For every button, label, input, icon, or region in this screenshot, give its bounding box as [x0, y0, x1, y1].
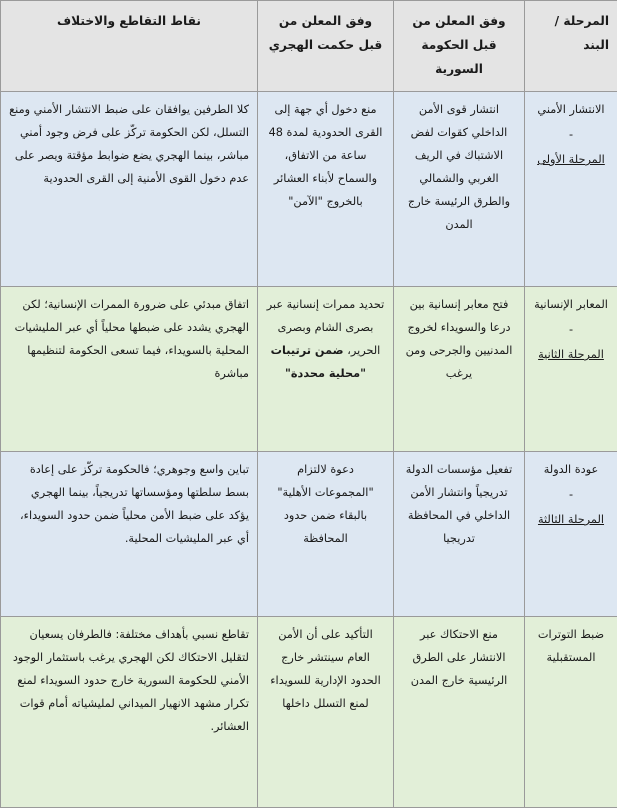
stage-phase: المرحلة الأولى [533, 149, 609, 171]
table-row [1, 287, 617, 452]
differences-cell: تقاطع نسبي بأهداف مختلفة: فالطرفان يسعيان لتقليل الاحتكاك لكن الهجري يرغب باستثمار الوجود الأمني للحكومة السورية خارج حدود السويداء لمنع تكرار مشهد الانهيار الميداني لمليشياته أمام قوات العشائر. [1, 617, 258, 808]
government-cell: تفعيل مؤسسات الدولة تدريجياً وانتشار الأمن الداخلي في المحافظة تدريجيا [394, 452, 525, 617]
stage-cell [525, 92, 617, 287]
stage-dash: - [533, 121, 609, 149]
hijri-cell: دعوة لالتزام "المجموعات الأهلية" بالبقاء ضمن حدود المحافظة [258, 452, 394, 617]
hijri-text: تحديد ممرات إنسانية عبر بصرى الشام وبصرى الحرير، [267, 298, 385, 357]
stage-phase: المرحلة الثانية [533, 344, 609, 366]
government-cell: انتشار قوى الأمن الداخلي كقوات لفض الاشتباك في الريف الغربي والشمالي والطرق الرئيسة خارج المدن [394, 92, 525, 287]
table-row [1, 92, 617, 287]
stage-dash: - [533, 481, 609, 509]
differences-cell: اتفاق مبدئي على ضرورة الممرات الإنسانية؛ لكن الهجري يشدد على ضبطها محلياً أي عبر المليشيات المحلية بالسويداء، فيما تسعى الحكومة لتنظيمها مباشرة [1, 287, 258, 452]
hijri-bold-text: ضمن ترتيبات "محلية محددة" [271, 344, 366, 380]
stage-cell [525, 452, 617, 617]
header-row [1, 1, 617, 92]
table-row [1, 617, 617, 808]
stage-dash: - [533, 316, 609, 344]
table-row [1, 452, 617, 617]
header-differences: نقاط التقاطع والاختلاف [1, 1, 258, 92]
stage-title: عودة الدولة [544, 463, 599, 476]
differences-cell: تباين واسع وجوهري؛ فالحكومة تركّز على إعادة بسط سلطتها ومؤسساتها تدريجياً، بينما الهجري يؤكد على ضبط الأمن محلياً ضمن حدود السويداء، أي عبر المليشيات المحلية. [1, 452, 258, 617]
header-government: وفق المعلن من قبل الحكومة السورية [394, 1, 525, 92]
government-cell: منع الاحتكاك عبر الانتشار على الطرق الرئيسية خارج المدن [394, 617, 525, 808]
header-stage: المرحلة / البند [525, 1, 617, 92]
differences-cell: كلا الطرفين يوافقان على ضبط الانتشار الأمني ومنع التسلل، لكن الحكومة تركّز على فرض وجود أمني مباشر، بينما الهجري يضع ضوابط مؤقتة ويصر على عدم دخول القوى الأمنية إلى القرى الحدودية [1, 92, 258, 287]
stage-phase: المرحلة الثالثة [533, 509, 609, 531]
hijri-cell: التأكيد على أن الأمن العام سينتشر خارج الحدود الإدارية للسويداء لمنع التسلل داخلها [258, 617, 394, 808]
stage-title: ضبط التوترات المستقبلية [538, 628, 604, 664]
stage-title: المعابر الإنسانية [534, 298, 608, 311]
government-cell: فتح معابر إنسانية بين درعا والسويداء لخروج المدنيين والجرحى ومن يرغب [394, 287, 525, 452]
hijri-cell [258, 287, 394, 452]
stage-title: الانتشار الأمني [537, 103, 604, 116]
stage-cell [525, 617, 617, 808]
header-hijri: وفق المعلن من قبل حكمت الهجري [258, 1, 394, 92]
stage-cell [525, 287, 617, 452]
hijri-cell: منع دخول أي جهة إلى القرى الحدودية لمدة 48 ساعة من الاتفاق، والسماح لأبناء العشائر بالخروج "الآمن" [258, 92, 394, 287]
